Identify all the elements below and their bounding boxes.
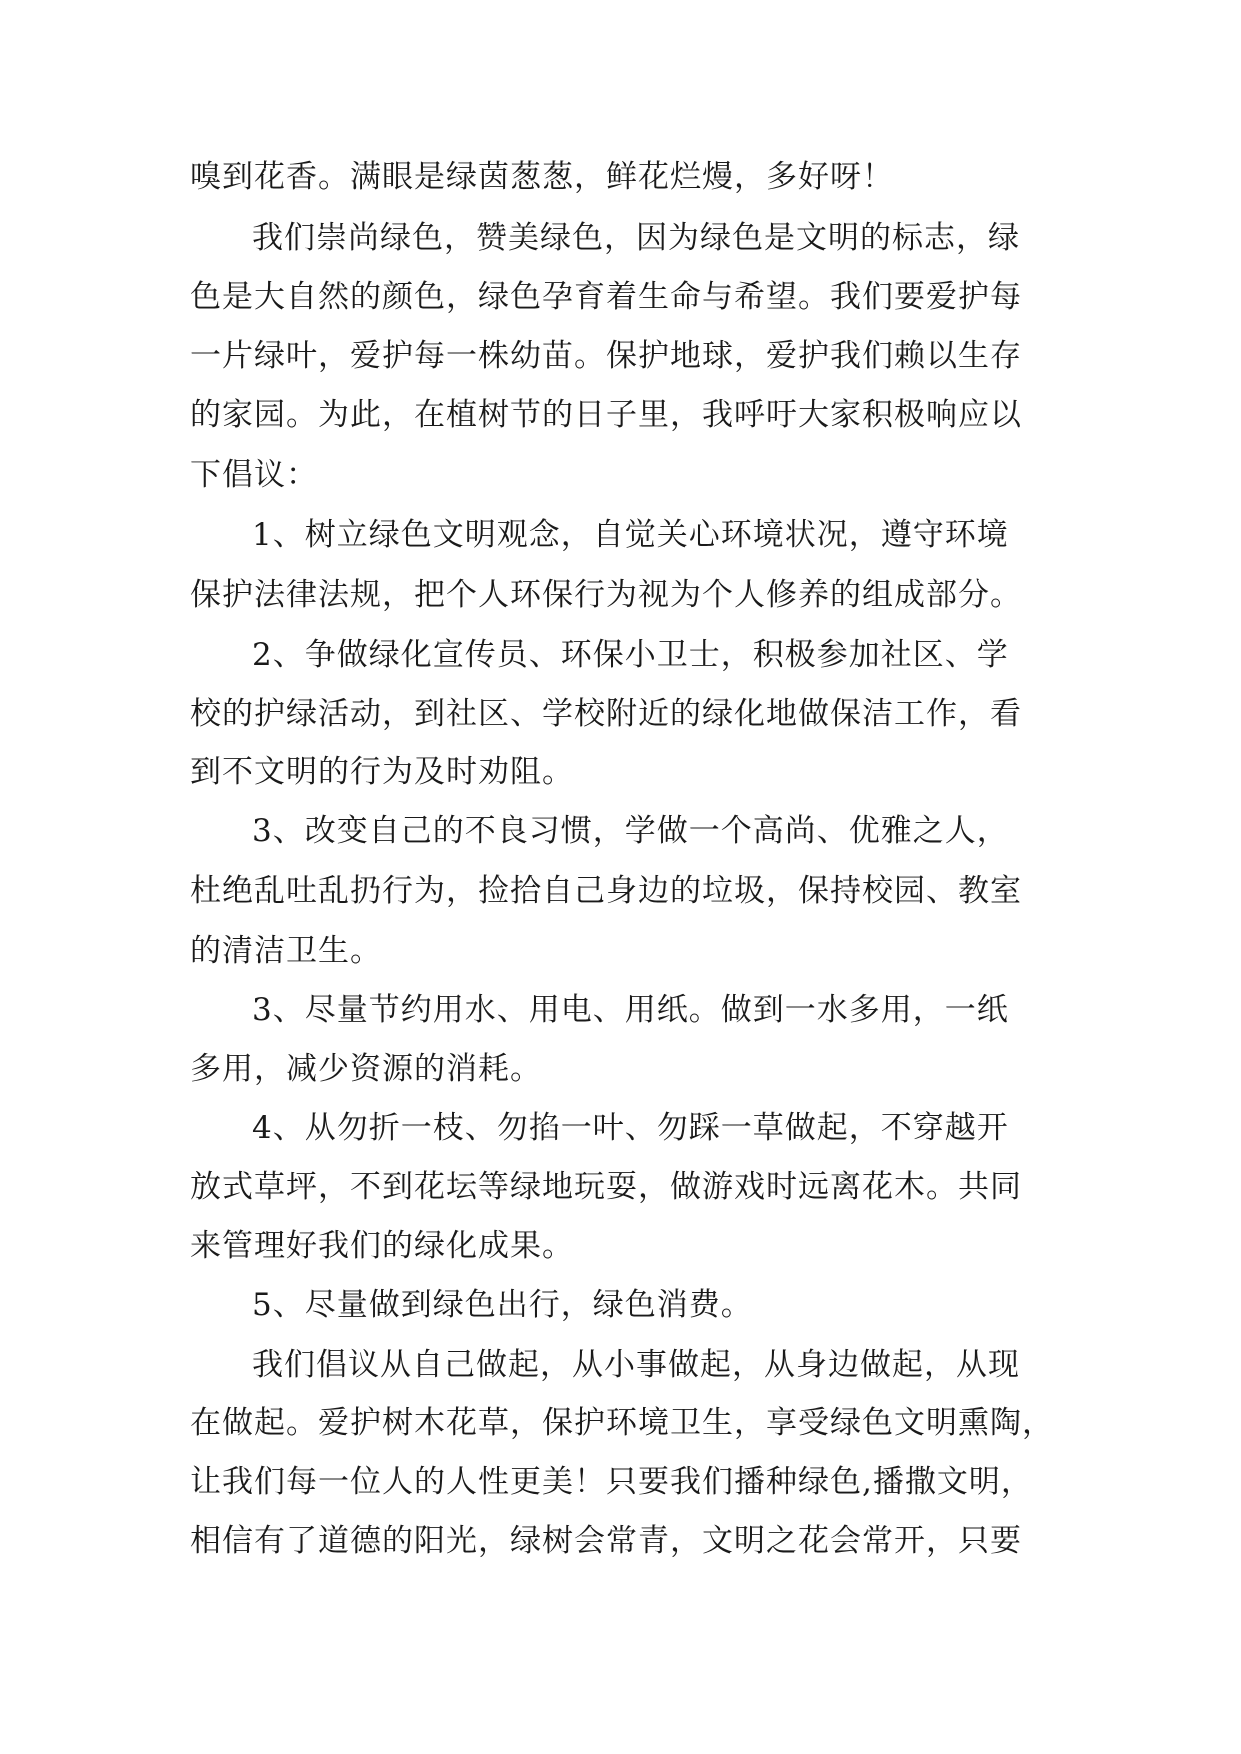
text-line: 3、改变自己的不良习惯，学做一个高尚、优雅之人， bbox=[252, 813, 1009, 849]
text-line: 保护法律法规，把个人环保行为视为个人修养的组成部分。 bbox=[190, 577, 1022, 613]
text-line: 一片绿叶，爱护每一株幼苗。保护地球，爱护我们赖以生存 bbox=[190, 338, 1022, 374]
text-line: 下倡议： bbox=[190, 457, 318, 493]
text-line: 让我们每一位人的人性更美！只要我们播种绿色,播撒文明， bbox=[190, 1464, 1033, 1500]
text-line: 的家园。为此，在植树节的日子里，我呼吁大家积极响应以 bbox=[190, 397, 1022, 433]
text-line: 来管理好我们的绿化成果。 bbox=[190, 1228, 574, 1264]
text-line: 多用，减少资源的消耗。 bbox=[190, 1051, 542, 1087]
text-line: 4、从勿折一枝、勿掐一叶、勿踩一草做起，不穿越开 bbox=[252, 1110, 1009, 1146]
text-line: 到不文明的行为及时劝阻。 bbox=[190, 754, 574, 790]
text-line: 3、尽量节约用水、用电、用纸。做到一水多用，一纸 bbox=[252, 992, 1009, 1028]
text-line: 嗅到花香。满眼是绿茵葱葱，鲜花烂熳，多好呀！ bbox=[190, 159, 894, 195]
text-line: 校的护绿活动，到社区、学校附近的绿化地做保洁工作，看 bbox=[190, 696, 1022, 732]
text-line: 我们倡议从自己做起，从小事做起，从身边做起，从现 bbox=[252, 1347, 1020, 1383]
text-line: 杜绝乱吐乱扔行为，捡拾自己身边的垃圾，保持校园、教室 bbox=[190, 873, 1022, 909]
text-line: 相信有了道德的阳光，绿树会常青，文明之花会常开，只要 bbox=[190, 1523, 1022, 1559]
text-line: 放式草坪，不到花坛等绿地玩耍，做游戏时远离花木。共同 bbox=[190, 1169, 1022, 1205]
text-line: 1、树立绿色文明观念，自觉关心环境状况，遵守环境 bbox=[252, 517, 1009, 553]
text-line: 我们崇尚绿色，赞美绿色，因为绿色是文明的标志，绿 bbox=[252, 220, 1020, 256]
text-line: 5、尽量做到绿色出行，绿色消费。 bbox=[252, 1287, 753, 1323]
text-line: 在做起。爱护树木花草，保护环境卫生，享受绿色文明熏陶， bbox=[190, 1405, 1054, 1441]
text-line: 2、争做绿化宣传员、环保小卫士，积极参加社区、学 bbox=[252, 637, 1009, 673]
text-line: 色是大自然的颜色，绿色孕育着生命与希望。我们要爱护每 bbox=[190, 279, 1022, 315]
text-line: 的清洁卫生。 bbox=[190, 933, 382, 969]
